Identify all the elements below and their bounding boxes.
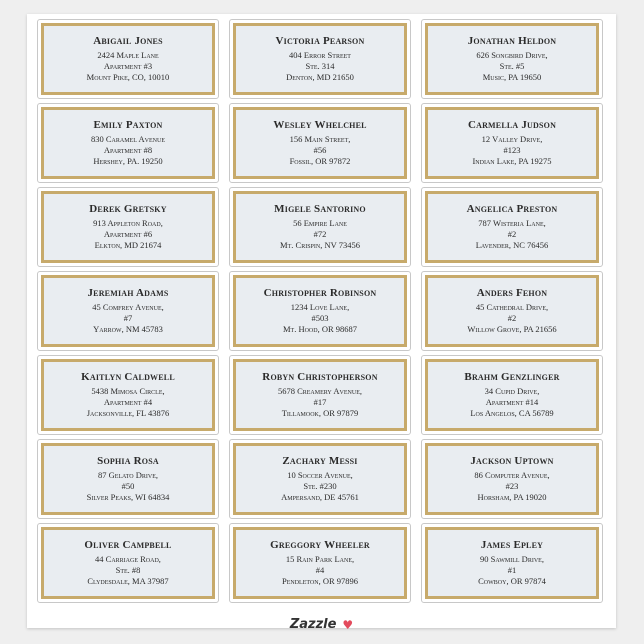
address-line-3: Ampersand, DE 45761 bbox=[281, 492, 359, 502]
address-line-1: 787 Wisteria Lane, bbox=[478, 218, 546, 228]
label-grid bbox=[37, 19, 603, 603]
address-line-2: Ste. #230 bbox=[303, 481, 337, 491]
sticker-sheet bbox=[27, 14, 616, 632]
recipient-name: Derek Gretsky bbox=[89, 203, 167, 215]
label-border bbox=[41, 527, 215, 599]
address-line-3: Fossil, OR 97872 bbox=[289, 156, 351, 166]
recipient-name: Migele Santorino bbox=[274, 203, 366, 215]
recipient-name: Victoria Pearson bbox=[275, 35, 365, 47]
label-border bbox=[41, 23, 215, 95]
address-line-2: #23 bbox=[505, 481, 519, 491]
address-line-1: 1234 Love Lane, bbox=[290, 302, 350, 312]
address-line-1: 87 Gelato Drive, bbox=[97, 470, 159, 480]
recipient-name: Jackson Uptown bbox=[470, 455, 554, 467]
address-line-1: 626 Songbird Drive, bbox=[476, 50, 548, 60]
recipient-name: Abigail Jones bbox=[93, 35, 163, 47]
label-border bbox=[233, 443, 407, 515]
label-body bbox=[236, 194, 404, 260]
address-line-2: Ste. 314 bbox=[305, 61, 335, 71]
address-label[interactable] bbox=[229, 271, 411, 351]
heart-icon: ♥ bbox=[342, 617, 354, 632]
recipient-name: Anders Fehon bbox=[476, 287, 548, 299]
label-border bbox=[233, 275, 407, 347]
address-line-1: 45 Comfrey Avenue, bbox=[92, 302, 164, 312]
address-line-3: Horsham, PA 19020 bbox=[477, 492, 547, 502]
address-line-3: Mt. Hood, OR 98687 bbox=[282, 324, 358, 334]
address-line-3: Pendleton, OR 97896 bbox=[281, 576, 359, 586]
label-body bbox=[236, 110, 404, 176]
label-border bbox=[425, 275, 599, 347]
address-label[interactable] bbox=[37, 187, 219, 267]
address-line-1: 913 Appleton Road, bbox=[93, 218, 163, 228]
label-body bbox=[428, 530, 596, 596]
address-label[interactable] bbox=[421, 187, 603, 267]
address-line-3: Lavender, NC 76456 bbox=[475, 240, 549, 250]
address-line-2: #503 bbox=[311, 313, 329, 323]
address-line-1: 45 Cathedral Drive, bbox=[475, 302, 549, 312]
label-body bbox=[44, 194, 212, 260]
label-border bbox=[233, 359, 407, 431]
label-border bbox=[425, 107, 599, 179]
label-border bbox=[425, 23, 599, 95]
recipient-name: Kaitlyn Caldwell bbox=[81, 371, 175, 383]
address-line-1: 90 Sawmill Drive, bbox=[480, 554, 544, 564]
address-line-1: 2424 Maple Lane bbox=[97, 50, 159, 60]
address-line-3: Elkton, MD 21674 bbox=[94, 240, 162, 250]
label-border bbox=[41, 359, 215, 431]
label-body bbox=[44, 530, 212, 596]
label-body bbox=[44, 110, 212, 176]
recipient-name: Emily Paxton bbox=[93, 119, 163, 131]
address-line-2: Apartment #14 bbox=[485, 397, 539, 407]
recipient-name: Jeremiah Adams bbox=[87, 287, 169, 299]
address-label[interactable] bbox=[229, 187, 411, 267]
label-body bbox=[428, 110, 596, 176]
address-line-1: 12 Valley Drive, bbox=[481, 134, 543, 144]
label-border bbox=[425, 359, 599, 431]
brand-footer bbox=[27, 617, 616, 632]
recipient-name: James Epley bbox=[480, 539, 544, 551]
address-line-1: 5438 Mimosa Circle, bbox=[91, 386, 165, 396]
label-border bbox=[233, 107, 407, 179]
label-border bbox=[425, 191, 599, 263]
address-label[interactable] bbox=[37, 355, 219, 435]
address-label[interactable] bbox=[421, 103, 603, 183]
address-label[interactable] bbox=[229, 103, 411, 183]
address-line-2: #2 bbox=[507, 229, 517, 239]
label-body bbox=[428, 26, 596, 92]
address-label[interactable] bbox=[421, 271, 603, 351]
address-line-3: Denton, MD 21650 bbox=[286, 72, 354, 82]
address-label[interactable] bbox=[37, 103, 219, 183]
address-line-2: Apartment #8 bbox=[103, 145, 153, 155]
address-line-3: Music, PA 19650 bbox=[482, 72, 542, 82]
address-line-3: Indian Lake, PA 19275 bbox=[472, 156, 552, 166]
label-body bbox=[44, 362, 212, 428]
label-body bbox=[428, 446, 596, 512]
address-line-2: #50 bbox=[121, 481, 135, 491]
address-label[interactable] bbox=[37, 271, 219, 351]
recipient-name: Robyn Christopherson bbox=[262, 371, 378, 383]
label-body bbox=[428, 194, 596, 260]
recipient-name: Greggory Wheeler bbox=[270, 539, 370, 551]
address-line-3: Willow Grove, PA 21656 bbox=[467, 324, 557, 334]
label-border bbox=[233, 23, 407, 95]
address-line-3: Jacksonville, FL 43876 bbox=[86, 408, 170, 418]
recipient-name: Christopher Robinson bbox=[263, 287, 377, 299]
address-line-2: #4 bbox=[315, 565, 325, 575]
label-body bbox=[236, 26, 404, 92]
label-body bbox=[236, 278, 404, 344]
label-body bbox=[44, 446, 212, 512]
address-line-2: #2 bbox=[507, 313, 517, 323]
recipient-name: Carmella Judson bbox=[467, 119, 557, 131]
label-body bbox=[236, 446, 404, 512]
recipient-name: Oliver Campbell bbox=[84, 539, 172, 551]
label-border bbox=[233, 527, 407, 599]
label-body bbox=[44, 278, 212, 344]
label-border bbox=[425, 527, 599, 599]
label-border bbox=[41, 191, 215, 263]
address-line-1: 830 Caramel Avenue bbox=[90, 134, 165, 144]
address-line-2: Ste. #5 bbox=[499, 61, 525, 71]
address-line-3: Yarrow, NM 45783 bbox=[93, 324, 163, 334]
address-line-3: Mount Pike, CO, 10010 bbox=[86, 72, 170, 82]
address-label[interactable] bbox=[229, 439, 411, 519]
label-border bbox=[41, 107, 215, 179]
address-label[interactable] bbox=[421, 523, 603, 603]
address-label[interactable] bbox=[229, 523, 411, 603]
label-body bbox=[428, 362, 596, 428]
address-line-1: 15 Rain Park Lane, bbox=[285, 554, 355, 564]
address-line-1: 86 Computer Avenue, bbox=[474, 470, 550, 480]
label-body bbox=[44, 26, 212, 92]
address-line-3: Los Angelos, CA 56789 bbox=[470, 408, 554, 418]
address-line-2: Apartment #3 bbox=[103, 61, 153, 71]
address-line-3: Mt. Crispin, NV 73456 bbox=[280, 240, 360, 250]
address-line-1: 156 Main Street, bbox=[289, 134, 351, 144]
address-label[interactable] bbox=[229, 355, 411, 435]
address-line-2: Apartment #6 bbox=[103, 229, 153, 239]
address-line-1: 44 Carriage Road, bbox=[95, 554, 161, 564]
recipient-name: Sophia Rosa bbox=[97, 455, 159, 467]
brand-logo: Zazzle bbox=[289, 617, 337, 632]
address-label[interactable] bbox=[421, 355, 603, 435]
address-line-1: 5678 Creamery Avenue, bbox=[277, 386, 363, 396]
label-border bbox=[41, 275, 215, 347]
label-body bbox=[236, 362, 404, 428]
address-line-2: #123 bbox=[503, 145, 521, 155]
recipient-name: Brahm Genzlinger bbox=[464, 371, 560, 383]
address-line-2: Ste. #8 bbox=[115, 565, 141, 575]
address-line-3: Silver Peaks, WI 64834 bbox=[86, 492, 170, 502]
address-line-2: Apartment #4 bbox=[103, 397, 153, 407]
address-line-1: 34 Cupid Drive, bbox=[484, 386, 540, 396]
address-line-1: 10 Soccer Avenue, bbox=[287, 470, 353, 480]
recipient-name: Jonathan Heldon bbox=[467, 35, 557, 47]
address-label[interactable] bbox=[37, 19, 219, 99]
address-label[interactable] bbox=[229, 19, 411, 99]
address-line-3: Tillamook, OR 97879 bbox=[281, 408, 359, 418]
address-label[interactable] bbox=[421, 439, 603, 519]
label-body bbox=[428, 278, 596, 344]
recipient-name: Zachary Messi bbox=[282, 455, 358, 467]
address-line-1: 56 Empire Lane bbox=[293, 218, 347, 228]
address-line-3: Hershey, PA. 19250 bbox=[93, 156, 163, 166]
address-line-2: #7 bbox=[123, 313, 133, 323]
label-border bbox=[425, 443, 599, 515]
label-border bbox=[233, 191, 407, 263]
recipient-name: Angelica Preston bbox=[466, 203, 558, 215]
label-body bbox=[236, 530, 404, 596]
address-line-2: #17 bbox=[313, 397, 327, 407]
label-border bbox=[41, 443, 215, 515]
address-line-2: #1 bbox=[507, 565, 517, 575]
address-line-2: #56 bbox=[313, 145, 327, 155]
address-line-3: Clydesdale, MA 37987 bbox=[87, 576, 169, 586]
address-label[interactable] bbox=[421, 19, 603, 99]
address-line-1: 404 Error Street bbox=[289, 50, 351, 60]
address-line-3: Cowboy, OR 97874 bbox=[478, 576, 546, 586]
address-label[interactable] bbox=[37, 439, 219, 519]
recipient-name: Wesley Whelchel bbox=[273, 119, 367, 131]
address-label[interactable] bbox=[37, 523, 219, 603]
address-line-2: #72 bbox=[313, 229, 327, 239]
